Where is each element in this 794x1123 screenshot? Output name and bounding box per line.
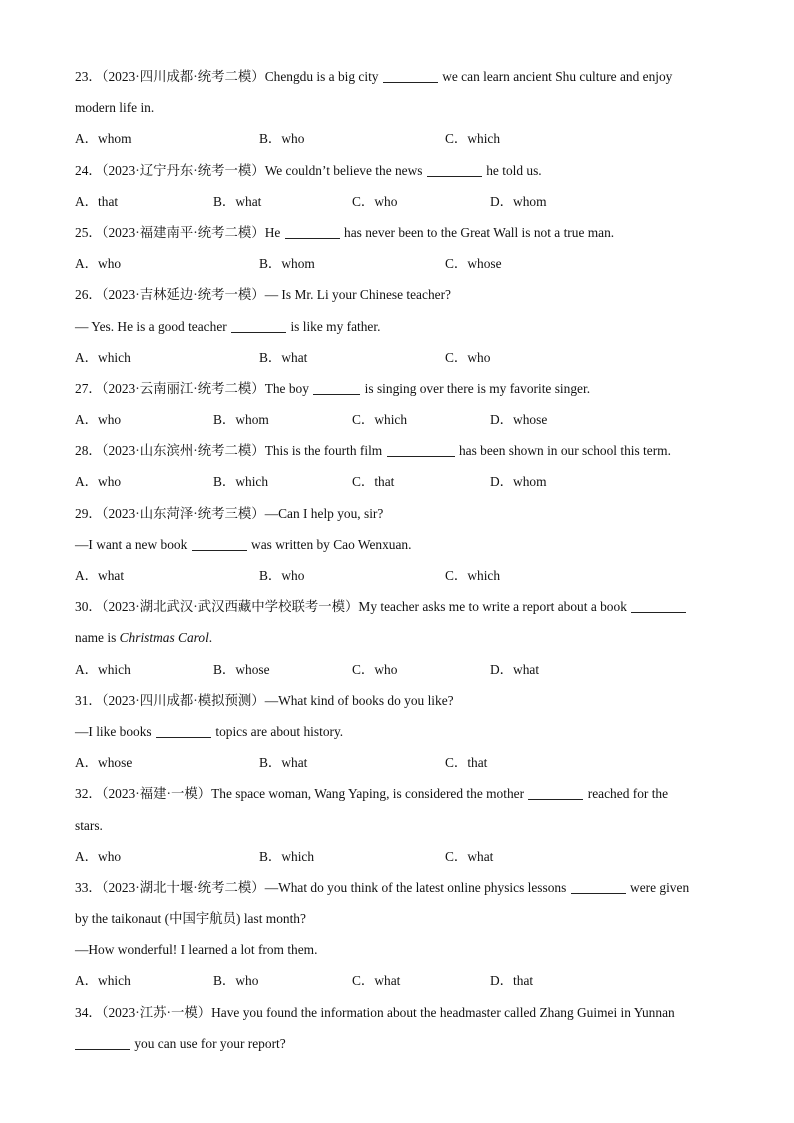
question-text: —I like books bbox=[75, 723, 152, 739]
question-number: 29． bbox=[75, 505, 102, 521]
question-stem bbox=[75, 373, 720, 404]
question-number: 30． bbox=[75, 599, 102, 615]
question-32 bbox=[75, 778, 720, 872]
option-row bbox=[75, 186, 720, 217]
option-b[interactable]: B．what bbox=[213, 193, 262, 209]
question-source: （2023·山东菏泽·统考三模） bbox=[101, 505, 265, 521]
question-text: has been shown in our school this term. bbox=[458, 443, 671, 459]
question-number: 32． bbox=[75, 786, 102, 802]
dialogue-line bbox=[75, 311, 720, 342]
option-row bbox=[75, 560, 720, 591]
question-23 bbox=[75, 61, 720, 155]
option-d[interactable]: D．that bbox=[490, 973, 534, 989]
option-c[interactable]: C．who bbox=[352, 193, 398, 209]
option-d[interactable]: D．what bbox=[490, 661, 540, 677]
question-text: topics are about history. bbox=[215, 723, 344, 739]
option-c[interactable]: C．who bbox=[352, 661, 398, 677]
question-stem bbox=[75, 872, 720, 903]
question-text: is singing over there is my favorite singer. bbox=[364, 380, 591, 396]
question-text: — Is Mr. Li your Chinese teacher? bbox=[264, 287, 451, 303]
question-33 bbox=[75, 872, 720, 997]
option-a[interactable]: A．that bbox=[75, 193, 119, 209]
option-a[interactable]: A．whom bbox=[75, 131, 132, 147]
dialogue-line bbox=[75, 716, 720, 747]
question-number: 34． bbox=[75, 1004, 102, 1020]
option-row bbox=[75, 404, 720, 435]
option-b[interactable]: B．which bbox=[213, 474, 269, 490]
question-stem-continued bbox=[75, 1028, 720, 1059]
option-a[interactable]: A．who bbox=[75, 412, 122, 428]
answer-blank[interactable] bbox=[156, 724, 211, 738]
question-stem bbox=[75, 778, 720, 809]
question-stem bbox=[75, 685, 720, 716]
question-stem bbox=[75, 61, 720, 92]
question-27 bbox=[75, 373, 720, 435]
question-34 bbox=[75, 997, 720, 1059]
question-source: （2023·江苏·一模） bbox=[101, 1004, 212, 1020]
question-text: we can learn ancient Shu culture and enjoy bbox=[442, 69, 673, 84]
answer-blank[interactable] bbox=[383, 69, 438, 83]
answer-blank[interactable] bbox=[313, 381, 360, 395]
question-stem bbox=[75, 498, 720, 529]
option-row bbox=[75, 747, 720, 778]
dialogue-line bbox=[75, 529, 720, 560]
question-source: （2023·吉林延边·统考一模） bbox=[101, 287, 265, 303]
option-b[interactable]: B．whom bbox=[213, 412, 269, 428]
question-source: （2023·辽宁丹东·统考一模） bbox=[101, 162, 265, 178]
option-a[interactable]: A．what bbox=[75, 568, 125, 583]
question-text: This is the fourth film bbox=[264, 443, 383, 459]
option-a[interactable]: A．who bbox=[75, 848, 122, 864]
question-text: We couldn’t believe the news bbox=[264, 162, 423, 178]
worksheet-page bbox=[75, 61, 720, 1059]
option-a[interactable]: A．whose bbox=[75, 755, 133, 771]
question-text: . bbox=[208, 630, 213, 646]
question-text: was written by Cao Wenxuan. bbox=[251, 536, 412, 552]
question-text: —What do you think of the latest online physics lessons bbox=[264, 879, 567, 895]
option-c[interactable]: C．that bbox=[445, 755, 488, 771]
question-31 bbox=[75, 685, 720, 779]
question-source: （2023·四川成都·模拟预测） bbox=[101, 692, 265, 708]
option-a[interactable]: A．which bbox=[75, 973, 131, 989]
option-c[interactable]: C．whose bbox=[445, 256, 502, 272]
answer-blank[interactable] bbox=[75, 1036, 130, 1050]
question-number: 25． bbox=[75, 224, 102, 240]
question-text: is like my father. bbox=[290, 318, 381, 334]
question-text: were given bbox=[630, 879, 690, 895]
answer-blank[interactable] bbox=[285, 225, 340, 239]
option-a[interactable]: A．who bbox=[75, 474, 122, 490]
dialogue-line: —How wonderful! I learned a lot from them. bbox=[75, 942, 318, 958]
option-b[interactable]: B．who bbox=[259, 131, 305, 147]
question-text: name is bbox=[75, 630, 120, 646]
question-text: The boy bbox=[264, 380, 309, 396]
answer-blank[interactable] bbox=[571, 880, 626, 894]
question-source: （2023·云南丽江·统考二模） bbox=[101, 380, 265, 396]
answer-blank[interactable] bbox=[427, 163, 482, 177]
option-c[interactable]: C．who bbox=[445, 349, 491, 365]
question-text: He bbox=[264, 224, 281, 240]
question-text: has never been to the Great Wall is not a true man. bbox=[344, 224, 615, 240]
option-b[interactable]: B．what bbox=[259, 349, 308, 365]
option-b[interactable]: B．who bbox=[213, 973, 259, 989]
option-c[interactable]: C．that bbox=[352, 474, 395, 490]
question-number: 31． bbox=[75, 692, 102, 708]
option-d[interactable]: D．whose bbox=[490, 412, 548, 428]
answer-blank[interactable] bbox=[387, 443, 455, 457]
option-c[interactable]: C．which bbox=[445, 568, 501, 583]
option-a[interactable]: A．who bbox=[75, 256, 122, 272]
option-row bbox=[75, 841, 720, 872]
question-26 bbox=[75, 279, 720, 373]
question-28 bbox=[75, 435, 720, 497]
option-b[interactable]: B．which bbox=[259, 848, 315, 864]
question-text: — Yes. He is a good teacher bbox=[75, 318, 227, 334]
question-source: （2023·四川成都·统考二模） bbox=[101, 69, 265, 84]
answer-blank[interactable] bbox=[528, 786, 583, 800]
question-stem bbox=[75, 997, 720, 1028]
question-source: （2023·湖北十堰·统考二模） bbox=[101, 879, 265, 895]
question-stem-continued: stars. bbox=[75, 817, 103, 833]
question-text: —I want a new book bbox=[75, 536, 188, 552]
option-d[interactable]: D．whom bbox=[490, 193, 547, 209]
question-24 bbox=[75, 155, 720, 217]
question-text: —What kind of books do you like? bbox=[264, 692, 454, 708]
option-row bbox=[75, 466, 720, 497]
question-stem-continued: modern life in. bbox=[75, 100, 155, 116]
option-b[interactable]: B．who bbox=[259, 568, 305, 583]
question-stem-continued bbox=[75, 622, 720, 653]
question-stem bbox=[75, 279, 720, 310]
option-row bbox=[75, 965, 720, 996]
option-row bbox=[75, 342, 720, 373]
question-source: （2023·福建南平·统考二模） bbox=[101, 224, 265, 240]
question-stem bbox=[75, 155, 720, 186]
question-text: he told us. bbox=[486, 162, 542, 178]
option-a[interactable]: A．which bbox=[75, 349, 131, 365]
option-c[interactable]: C．which bbox=[445, 131, 501, 147]
question-text: —Can I help you, sir? bbox=[264, 505, 384, 521]
question-number: 33． bbox=[75, 879, 102, 895]
question-25 bbox=[75, 217, 720, 279]
question-text: reached for the bbox=[587, 786, 669, 802]
option-row bbox=[75, 248, 720, 279]
question-stem bbox=[75, 435, 720, 466]
answer-blank[interactable] bbox=[192, 537, 247, 551]
question-text: Have you found the information about the headmaster called Zhang Guimei in Yunnan bbox=[211, 1004, 675, 1020]
question-text: My teacher asks me to write a report about a book bbox=[358, 599, 627, 615]
option-c[interactable]: C．what bbox=[445, 848, 494, 864]
option-a[interactable]: A．which bbox=[75, 661, 131, 677]
option-c[interactable]: C．which bbox=[352, 412, 408, 428]
option-d[interactable]: D．whom bbox=[490, 474, 547, 490]
option-row bbox=[75, 654, 720, 685]
question-source: （2023·山东滨州·统考二模） bbox=[101, 443, 265, 459]
question-stem bbox=[75, 217, 720, 248]
question-source: （2023·湖北武汉·武汉西藏中学校联考一模） bbox=[101, 599, 359, 615]
answer-blank[interactable] bbox=[631, 599, 686, 613]
option-c[interactable]: C．what bbox=[352, 973, 401, 989]
book-title: Christmas Carol bbox=[119, 630, 209, 646]
option-b[interactable]: B．what bbox=[259, 755, 308, 771]
question-number: 24． bbox=[75, 162, 102, 178]
question-stem bbox=[75, 591, 720, 622]
question-number: 23． bbox=[75, 69, 102, 84]
answer-blank[interactable] bbox=[231, 319, 286, 333]
option-b[interactable]: B．whose bbox=[213, 661, 270, 677]
option-b[interactable]: B．whom bbox=[259, 256, 315, 272]
question-stem-continued: by the taikonaut (中国宇航员) last month? bbox=[75, 911, 306, 927]
question-30 bbox=[75, 591, 720, 685]
question-source: （2023·福建·一模） bbox=[101, 786, 212, 802]
question-29 bbox=[75, 498, 720, 592]
question-number: 26． bbox=[75, 287, 102, 303]
option-row bbox=[75, 123, 720, 154]
question-number: 27． bbox=[75, 380, 102, 396]
question-text: you can use for your report? bbox=[134, 1035, 286, 1051]
question-text: The space woman, Wang Yaping, is considered the mother bbox=[211, 786, 525, 802]
question-number: 28． bbox=[75, 443, 102, 459]
question-text: Chengdu is a big city bbox=[264, 69, 379, 84]
